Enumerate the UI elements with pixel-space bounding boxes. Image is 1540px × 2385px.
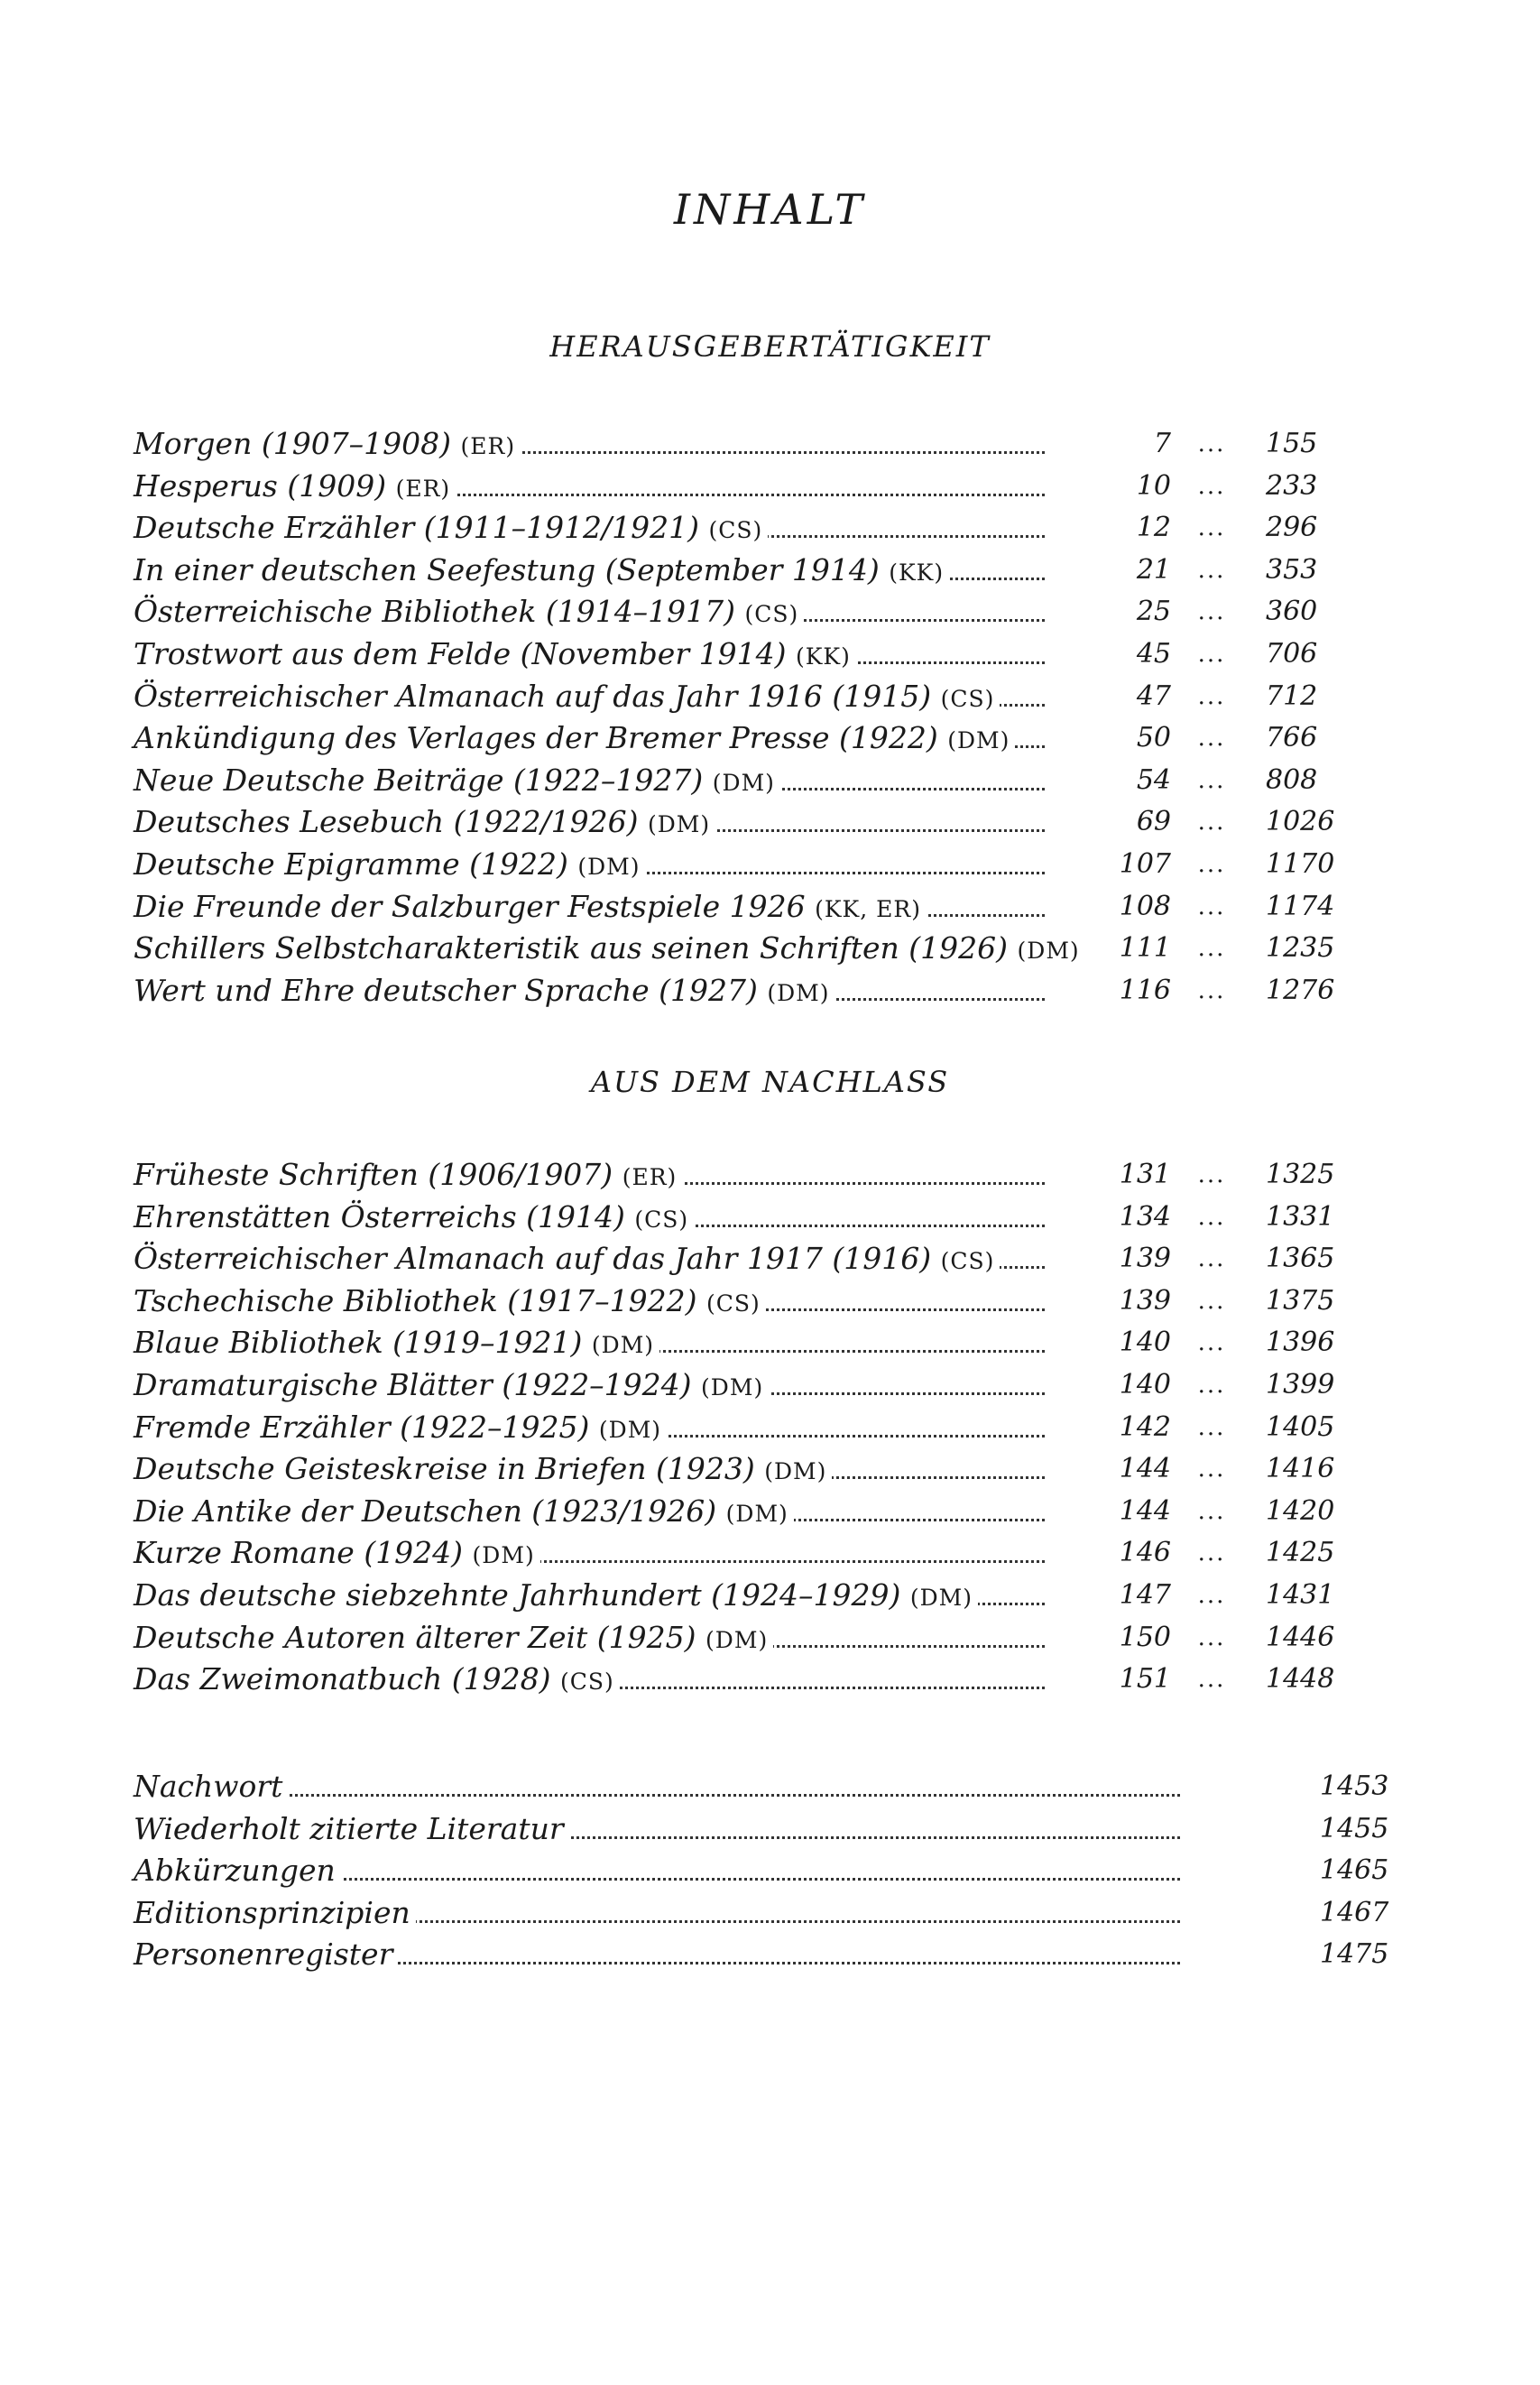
entry-page: 131 [1119, 1159, 1171, 1190]
entry-page: 107 [1119, 848, 1171, 880]
entry-page: 139 [1119, 1284, 1171, 1317]
entry-page: 10 [1136, 469, 1171, 502]
entry-page: 45 [1136, 638, 1171, 670]
entry-page: 144 [1119, 1453, 1171, 1485]
entry-title [134, 1239, 1000, 1281]
entry-page: 1475 [1320, 1938, 1389, 1970]
entry-title-text: Deutsche Geisteskreise in Briefen (1923) [134, 1451, 755, 1487]
entry-title-text: Deutsches Lesebuch (1922/1926) [134, 804, 639, 840]
entry-page: 50 [1136, 722, 1171, 754]
entry-editor: (ER) [460, 433, 516, 459]
entry-page: 1453 [1320, 1770, 1389, 1802]
entry-title [134, 1935, 398, 1974]
entry-page: 134 [1119, 1200, 1171, 1233]
entry-title-text: Editionsprinzipien [134, 1894, 410, 1930]
entry-page: 116 [1119, 974, 1171, 1006]
ellipsis: ... [1197, 1329, 1226, 1357]
toc-appendix-entry [134, 1767, 1389, 1807]
entry-page: 21 [1136, 553, 1171, 586]
entry-title [134, 1197, 694, 1240]
entry-page-commentary: 1420 [1266, 1494, 1335, 1527]
entry-title-text: Früheste Schriften (1906/1907) [134, 1157, 613, 1192]
entry-editor: (DM) [701, 1374, 764, 1400]
entry-page-commentary: 1365 [1266, 1243, 1335, 1275]
ellipsis: ... [1197, 1582, 1226, 1609]
entry-title-text: Blaue Bibliothek (1919–1921) [134, 1325, 583, 1361]
entry-page-commentary: 1331 [1266, 1200, 1335, 1233]
entry-editor: (DM) [764, 1458, 827, 1485]
ellipsis: ... [1197, 1623, 1226, 1651]
entry-page-commentary: 155 [1266, 428, 1318, 459]
entry-page-commentary: 766 [1266, 722, 1318, 754]
toc-entry [134, 1281, 1335, 1321]
toc-entry [134, 1408, 1335, 1447]
ellipsis: ... [1197, 430, 1226, 458]
ellipsis: ... [1197, 935, 1226, 963]
entry-page-commentary: 808 [1266, 763, 1318, 796]
entry-page: 140 [1119, 1327, 1171, 1359]
entry-editor: (CS) [634, 1206, 689, 1233]
toc-entry [134, 424, 1318, 464]
entry-page-commentary: 296 [1266, 512, 1318, 544]
entry-title [134, 1408, 667, 1450]
entry-page-commentary: 1431 [1266, 1579, 1335, 1611]
entry-page: 47 [1136, 679, 1171, 712]
entry-page: 140 [1119, 1369, 1171, 1400]
entry-page: 54 [1136, 763, 1171, 796]
entry-page-commentary: 1448 [1266, 1663, 1335, 1696]
entry-page: 1465 [1320, 1854, 1389, 1886]
entry-title-text: Ankündigung des Verlages der Bremer Presse (1922) [134, 720, 938, 756]
entry-title [134, 761, 780, 803]
toc-appendix-entry [134, 1851, 1389, 1890]
entry-editor: (DM) [767, 979, 830, 1006]
toc-entry [134, 1449, 1335, 1489]
entry-editor: (ER) [395, 475, 451, 502]
entry-title-text: Deutsche Epigramme (1922) [134, 846, 568, 882]
entry-title [134, 845, 646, 887]
entry-title-text: Kurze Romane (1924) [134, 1535, 464, 1571]
entry-editor: (DM) [591, 1332, 655, 1359]
entry-page: 25 [1136, 596, 1171, 628]
entry-title [134, 1281, 766, 1324]
entry-page: 142 [1119, 1410, 1171, 1443]
entry-page-commentary: 1396 [1266, 1327, 1335, 1359]
entry-page: 144 [1119, 1494, 1171, 1527]
entry-page-commentary: 1446 [1266, 1621, 1335, 1653]
ellipsis: ... [1197, 1539, 1226, 1567]
entry-title [134, 1659, 620, 1702]
entry-title-text: Das deutsche siebzehnte Jahrhundert (1924–1929) [134, 1577, 901, 1613]
entry-title [134, 1618, 773, 1660]
entry-page-commentary: 712 [1266, 679, 1318, 712]
entry-title [134, 1533, 540, 1576]
entry-editor: (ER) [622, 1164, 678, 1190]
entry-editor: (DM) [647, 811, 711, 838]
toc-entry [134, 1492, 1335, 1531]
entry-page-commentary: 706 [1266, 638, 1318, 670]
ellipsis: ... [1197, 1161, 1226, 1188]
entry-title-text: Das Zweimonatbuch (1928) [134, 1661, 551, 1697]
entry-title-text: Österreichische Bibliothek (1914–1917) [134, 594, 736, 630]
entry-title [134, 929, 1085, 971]
entry-editor: (CS) [744, 601, 799, 628]
entry-title-text: Österreichischer Almanach auf das Jahr 1916 (1915) [134, 678, 932, 714]
entry-editor: (DM) [712, 769, 775, 796]
entry-page-commentary: 360 [1266, 596, 1318, 628]
entry-title [134, 802, 715, 845]
entry-page-commentary: 1399 [1266, 1369, 1335, 1400]
toc-appendix-entry [134, 1809, 1389, 1849]
ellipsis: ... [1197, 1497, 1226, 1525]
entry-page: 139 [1119, 1243, 1171, 1275]
ellipsis: ... [1197, 1287, 1226, 1315]
toc-entry [134, 634, 1318, 674]
toc-entry [134, 845, 1335, 884]
entry-title [134, 1851, 341, 1890]
entry-title-text: Hesperus (1909) [134, 467, 387, 504]
section-heading-nachlass: AUS DEM NACHLASS [590, 1065, 950, 1099]
toc-entry [134, 887, 1335, 927]
entry-title-text: Morgen (1907–1908) [134, 426, 452, 461]
toc-entry [134, 971, 1335, 1011]
section-heading-herausgebertaetigkeit: HERAUSGEBERTÄTIGKEIT [549, 329, 991, 364]
ellipsis: ... [1197, 851, 1226, 878]
entry-title-text: Wert und Ehre deutscher Sprache (1927) [134, 972, 758, 1008]
entry-page: 146 [1119, 1537, 1171, 1569]
entry-page-commentary: 1170 [1266, 848, 1335, 880]
toc-entry [134, 1618, 1335, 1658]
entry-page-commentary: 1026 [1266, 806, 1335, 838]
entry-page: 12 [1136, 512, 1171, 544]
ellipsis: ... [1197, 1203, 1226, 1231]
entry-page: 69 [1136, 806, 1171, 838]
entry-editor: (DM) [947, 727, 1010, 754]
ellipsis: ... [1197, 1666, 1226, 1694]
entry-title-text: Deutsche Autoren älterer Zeit (1925) [134, 1619, 696, 1655]
toc-entry [134, 1239, 1335, 1279]
entry-page-commentary: 353 [1266, 553, 1318, 586]
entry-editor: (DM) [705, 1626, 769, 1653]
toc-entry [134, 677, 1318, 716]
entry-editor: (DM) [909, 1585, 973, 1611]
entry-page-commentary: 1325 [1266, 1159, 1335, 1190]
ellipsis: ... [1197, 809, 1226, 837]
entry-title [134, 467, 456, 509]
entry-title [134, 424, 521, 467]
entry-page-commentary: 1375 [1266, 1284, 1335, 1317]
ellipsis: ... [1197, 892, 1226, 920]
ellipsis: ... [1197, 641, 1226, 668]
entry-title-text: Deutsche Erzähler (1911–1912/1921) [134, 510, 700, 546]
entry-page: 108 [1119, 890, 1171, 922]
toc-entry [134, 1365, 1335, 1405]
entry-title [134, 718, 1015, 761]
entry-title [134, 1323, 659, 1365]
toc-entry [134, 467, 1318, 506]
entry-title-text: Ehrenstätten Österreichs (1914) [134, 1198, 625, 1234]
entry-title-text: Trostwort aus dem Felde (November 1914) [134, 636, 787, 671]
ellipsis: ... [1197, 514, 1226, 542]
ellipsis: ... [1197, 598, 1226, 626]
entry-editor: (CS) [560, 1669, 614, 1696]
ellipsis: ... [1197, 472, 1226, 500]
toc-entry [134, 1323, 1335, 1363]
entry-title [134, 1809, 569, 1849]
toc-entry [134, 718, 1318, 758]
entry-page: 1455 [1320, 1812, 1389, 1844]
entry-title [134, 1767, 288, 1807]
entry-title [134, 1492, 794, 1534]
entry-title-text: Dramaturgische Blätter (1922–1924) [134, 1367, 692, 1402]
entry-page-commentary: 1425 [1266, 1537, 1335, 1569]
entry-page: 147 [1119, 1579, 1171, 1611]
toc-appendix-entry [134, 1893, 1389, 1933]
toc-appendix-entry [134, 1935, 1389, 1974]
entry-title-text: Abkürzungen [134, 1853, 336, 1888]
entry-title-text: Personenregister [134, 1937, 393, 1972]
entry-title-text: Die Freunde der Salzburger Festspiele 1926 [134, 888, 806, 924]
toc-entry [134, 802, 1335, 842]
toc-entry [134, 929, 1335, 968]
dot-leader [143, 1794, 1180, 1797]
ellipsis: ... [1197, 725, 1226, 753]
toc-entry [134, 508, 1318, 548]
ellipsis: ... [1197, 766, 1226, 794]
entry-editor: (DM) [598, 1416, 662, 1443]
entry-title-text: Nachwort [134, 1769, 283, 1804]
entry-editor: (CS) [708, 517, 763, 544]
toc-entry [134, 1155, 1335, 1195]
toc-entry [134, 1533, 1335, 1573]
entry-editor: (DM) [1017, 938, 1080, 965]
entry-editor: (KK, ER) [815, 895, 921, 922]
entry-page: 7 [1153, 428, 1171, 459]
toc-entry [134, 550, 1318, 590]
entry-title [134, 1365, 769, 1408]
entry-page-commentary: 233 [1266, 469, 1318, 502]
entry-page-commentary: 1405 [1266, 1410, 1335, 1443]
entry-title [134, 550, 949, 593]
page-title: INHALT [673, 185, 867, 234]
entry-title [134, 508, 768, 550]
ellipsis: ... [1197, 1245, 1226, 1273]
entry-page-commentary: 1235 [1266, 932, 1335, 965]
entry-editor: (DM) [577, 854, 641, 880]
entry-title [134, 971, 835, 1013]
ellipsis: ... [1197, 556, 1226, 584]
entry-title-text: Neue Deutsche Beiträge (1922–1927) [134, 762, 704, 798]
entry-title [134, 677, 1000, 719]
entry-editor: (KK) [795, 643, 851, 670]
ellipsis: ... [1197, 1413, 1226, 1441]
ellipsis: ... [1197, 682, 1226, 710]
entry-editor: (KK) [889, 559, 945, 586]
entry-title-text: Wiederholt zitierte Literatur [134, 1810, 564, 1846]
entry-page-commentary: 1416 [1266, 1453, 1335, 1485]
entry-page: 150 [1119, 1621, 1171, 1653]
toc-entry [134, 1197, 1335, 1237]
entry-editor: (CS) [705, 1290, 761, 1317]
entry-page: 1467 [1320, 1896, 1389, 1928]
ellipsis: ... [1197, 1456, 1226, 1484]
entry-title [134, 592, 804, 634]
toc-entry [134, 1659, 1335, 1699]
entry-title [134, 1576, 978, 1618]
toc-entry [134, 592, 1318, 632]
entry-title-text: In einer deutschen Seefestung (September 1914) [134, 551, 880, 587]
entry-editor: (DM) [725, 1500, 788, 1527]
ellipsis: ... [1197, 1372, 1226, 1399]
entry-page: 111 [1119, 932, 1171, 965]
entry-title [134, 1155, 682, 1197]
toc-entry [134, 1576, 1335, 1615]
entry-title-text: Die Antike der Deutschen (1923/1926) [134, 1493, 717, 1529]
entry-editor: (DM) [472, 1542, 535, 1569]
entry-title [134, 634, 856, 677]
ellipsis: ... [1197, 976, 1226, 1004]
entry-title-text: Österreichischer Almanach auf das Jahr 1917 (1916) [134, 1241, 932, 1277]
entry-page: 151 [1119, 1663, 1171, 1696]
entry-title-text: Schillers Selbstcharakteristik aus seinen Schriften (1926) [134, 930, 1009, 966]
entry-page-commentary: 1276 [1266, 974, 1335, 1006]
entry-editor: (CS) [940, 1248, 995, 1275]
entry-title-text: Tschechische Bibliothek (1917–1922) [134, 1282, 697, 1318]
entry-editor: (CS) [940, 685, 995, 712]
entry-title [134, 1449, 832, 1492]
entry-title [134, 1893, 416, 1933]
entry-page-commentary: 1174 [1266, 890, 1335, 922]
entry-title [134, 887, 927, 929]
entry-title-text: Fremde Erzähler (1922–1925) [134, 1409, 590, 1445]
toc-entry [134, 761, 1318, 800]
